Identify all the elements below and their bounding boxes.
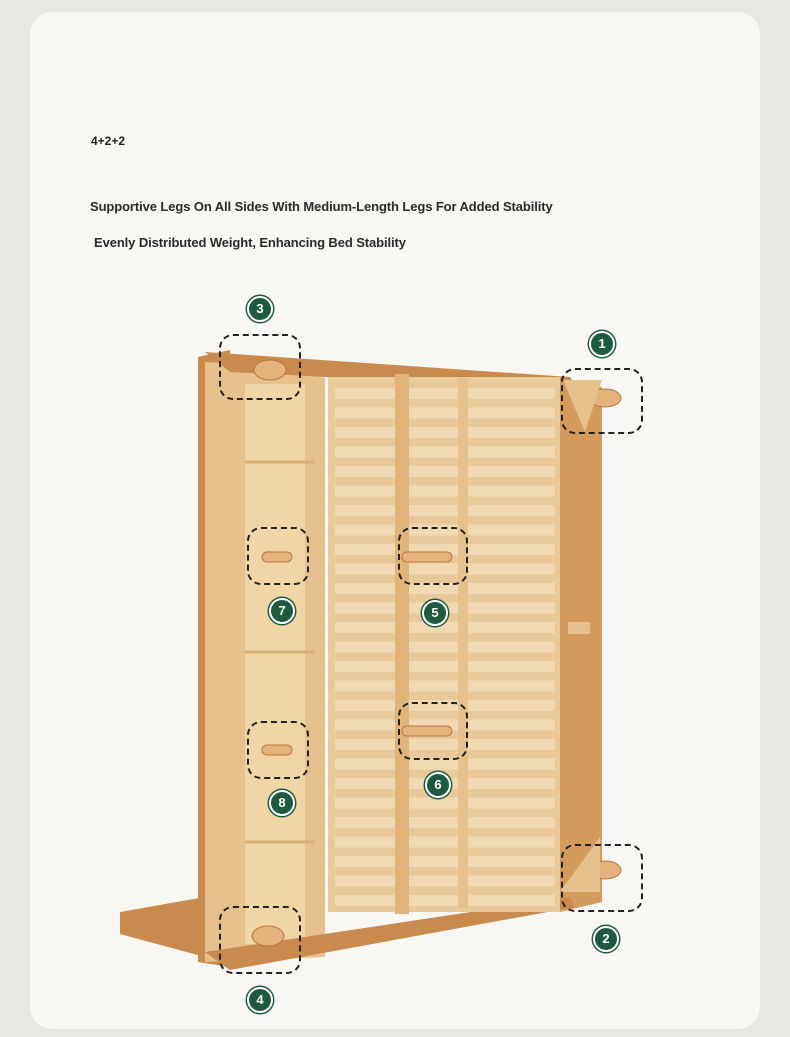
slat xyxy=(335,661,555,672)
ring-3 xyxy=(219,334,301,400)
badge-3: 3 xyxy=(247,296,273,322)
slat xyxy=(335,486,555,497)
slat xyxy=(335,466,555,477)
center-beam-left xyxy=(395,374,409,914)
ring-5 xyxy=(398,527,468,585)
ring-1 xyxy=(561,368,643,434)
slat xyxy=(335,388,555,399)
center-beam-right xyxy=(458,378,468,908)
slat xyxy=(335,895,555,906)
badge-8: 8 xyxy=(269,790,295,816)
slat xyxy=(335,505,555,516)
product-card xyxy=(30,12,760,1029)
right-rail xyxy=(560,380,602,912)
base-plate xyxy=(120,897,205,957)
badge-6: 6 xyxy=(425,772,451,798)
slat xyxy=(335,876,555,887)
feature-line-2: Evenly Distributed Weight, Enhancing Bed Stability xyxy=(94,235,406,250)
ring-2 xyxy=(561,844,643,912)
slat xyxy=(335,817,555,828)
feature-line-1: Supportive Legs On All Sides With Medium-Length Legs For Added Stability xyxy=(90,199,553,214)
badge-7: 7 xyxy=(269,598,295,624)
slat xyxy=(335,642,555,653)
badge-1: 1 xyxy=(589,331,615,357)
slat xyxy=(335,856,555,867)
left-panel-boards xyxy=(245,384,305,944)
bed-frame-illustration xyxy=(30,12,760,1029)
slat xyxy=(335,759,555,770)
slat xyxy=(335,447,555,458)
ring-6 xyxy=(398,702,468,760)
slat xyxy=(335,622,555,633)
slat xyxy=(335,798,555,809)
badge-2: 2 xyxy=(593,926,619,952)
ring-7 xyxy=(247,527,309,585)
slat xyxy=(335,681,555,692)
slat xyxy=(335,427,555,438)
ring-8 xyxy=(247,721,309,779)
leg-count-heading: 4+2+2 xyxy=(91,134,126,148)
slat xyxy=(335,837,555,848)
slat xyxy=(335,408,555,419)
badge-5: 5 xyxy=(422,600,448,626)
badge-4: 4 xyxy=(247,987,273,1013)
ring-4 xyxy=(219,906,301,974)
